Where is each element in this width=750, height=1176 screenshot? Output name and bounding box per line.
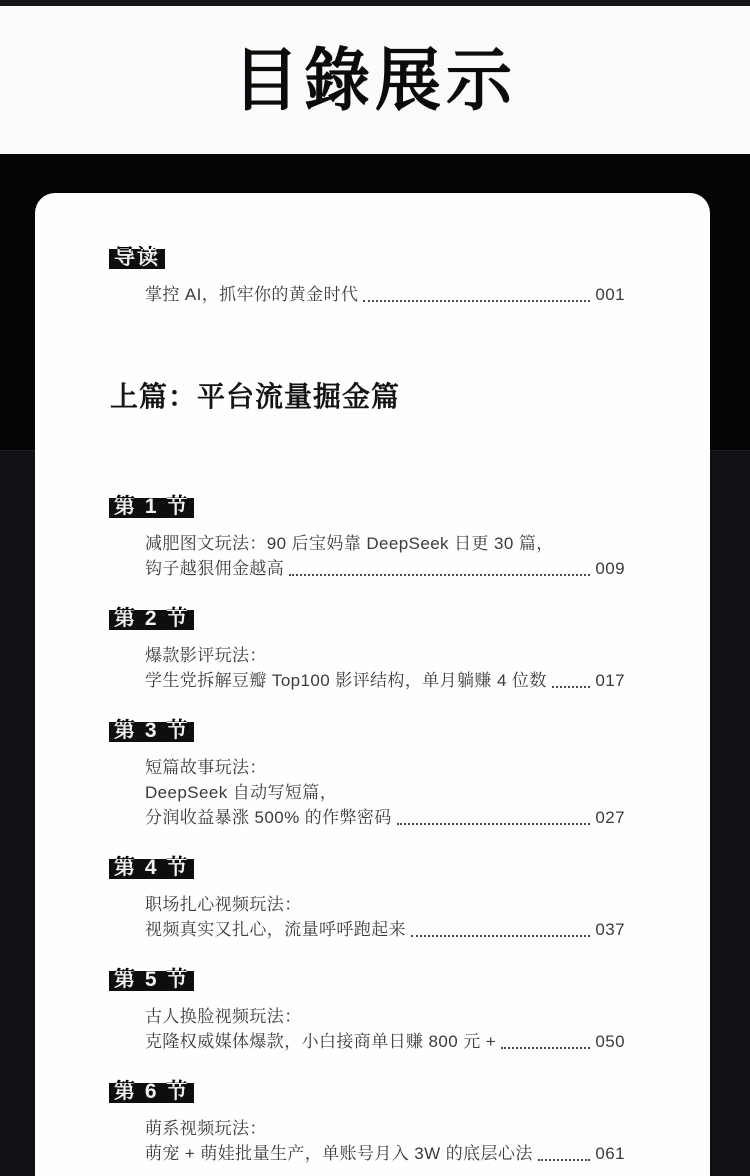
toc-section-1 (110, 495, 625, 581)
dot-leader (397, 823, 591, 825)
intro-label (110, 246, 164, 270)
toc-entry-line (145, 668, 625, 693)
section-label (110, 968, 193, 992)
toc-section-3 (110, 719, 625, 830)
toc-entry-line (145, 1029, 625, 1054)
section-entry (145, 1116, 625, 1166)
section-label-text: 第 3 节 (114, 719, 190, 742)
toc-section-4 (110, 856, 625, 942)
toc-section-5 (110, 968, 625, 1054)
entry-text: 学生党拆解豆瓣 Top100 影评结构，单月躺赚 4 位数 (145, 671, 547, 690)
section-label-text: 第 2 节 (114, 607, 190, 630)
section-label (110, 607, 193, 631)
toc-section-6 (110, 1080, 625, 1166)
toc-entry-line: 减肥图文玩法：90 后宝妈靠 DeepSeek 日更 30 篇， (145, 534, 554, 553)
toc-entry-line (145, 282, 625, 307)
section-label (110, 495, 193, 519)
section-label-text: 第 4 节 (114, 856, 190, 879)
section-label (110, 856, 193, 880)
intro-label-text: 导读 (114, 246, 160, 269)
entry-text: 分润收益暴涨 500% 的作弊密码 (145, 808, 392, 827)
section-label-text: 第 5 节 (114, 968, 190, 991)
toc-entry-line: 萌系视频玩法： (145, 1119, 267, 1138)
page-number: 050 (595, 1032, 625, 1051)
section-label (110, 719, 193, 743)
entry-text: 钩子越狠佣金越高 (145, 559, 285, 578)
dot-leader (289, 574, 590, 576)
toc-section-2 (110, 607, 625, 693)
page-number: 061 (595, 1144, 625, 1163)
toc-entry-line: 职场扎心视频玩法： (145, 895, 302, 914)
toc-entry-line: DeepSeek 自动写短篇， (145, 783, 338, 802)
toc-entry-line: 短篇故事玩法： (145, 758, 267, 777)
entry-text: 萌宠 + 萌娃批量生产，单账号月入 3W 的底层心法 (145, 1144, 533, 1163)
dot-leader (552, 686, 591, 688)
entry-text: 克隆权威媒体爆款，小白接商单日赚 800 元 + (145, 1032, 497, 1051)
page-number: 001 (595, 285, 625, 304)
part-title: 上篇：平台流量掘金篇 (110, 381, 401, 412)
page-number: 017 (595, 671, 625, 690)
toc-card (35, 193, 710, 1176)
section-entry (145, 755, 625, 830)
section-entry (145, 1004, 625, 1054)
page-number: 009 (595, 559, 625, 578)
toc-entry-line (145, 805, 625, 830)
toc-entry-line (145, 917, 625, 942)
page-number: 037 (595, 920, 625, 939)
toc-entry-line: 古人换脸视频玩法： (145, 1007, 302, 1026)
section-entry (145, 531, 625, 581)
dot-leader (411, 935, 590, 937)
dot-leader (363, 300, 590, 302)
page-number: 027 (595, 808, 625, 827)
section-entry (145, 643, 625, 693)
section-label-text: 第 6 节 (114, 1080, 190, 1103)
toc-intro (110, 246, 625, 307)
toc-sections (110, 495, 625, 1166)
intro-entry (145, 282, 625, 307)
toc-entry-line: 爆款影评玩法： (145, 646, 267, 665)
dot-leader (501, 1047, 590, 1049)
page-title: 目錄展示 (233, 41, 517, 119)
header-band (0, 6, 750, 154)
entry-text: 掌控 AI，抓牢你的黄金时代 (145, 285, 359, 304)
entry-text: 视频真实又扎心，流量呼呼跑起来 (145, 920, 406, 939)
section-label-text: 第 1 节 (114, 495, 190, 518)
dot-leader (538, 1159, 591, 1161)
toc-entry-line (145, 556, 625, 581)
section-label (110, 1080, 193, 1104)
section-entry (145, 892, 625, 942)
toc-entry-line (145, 1141, 625, 1166)
